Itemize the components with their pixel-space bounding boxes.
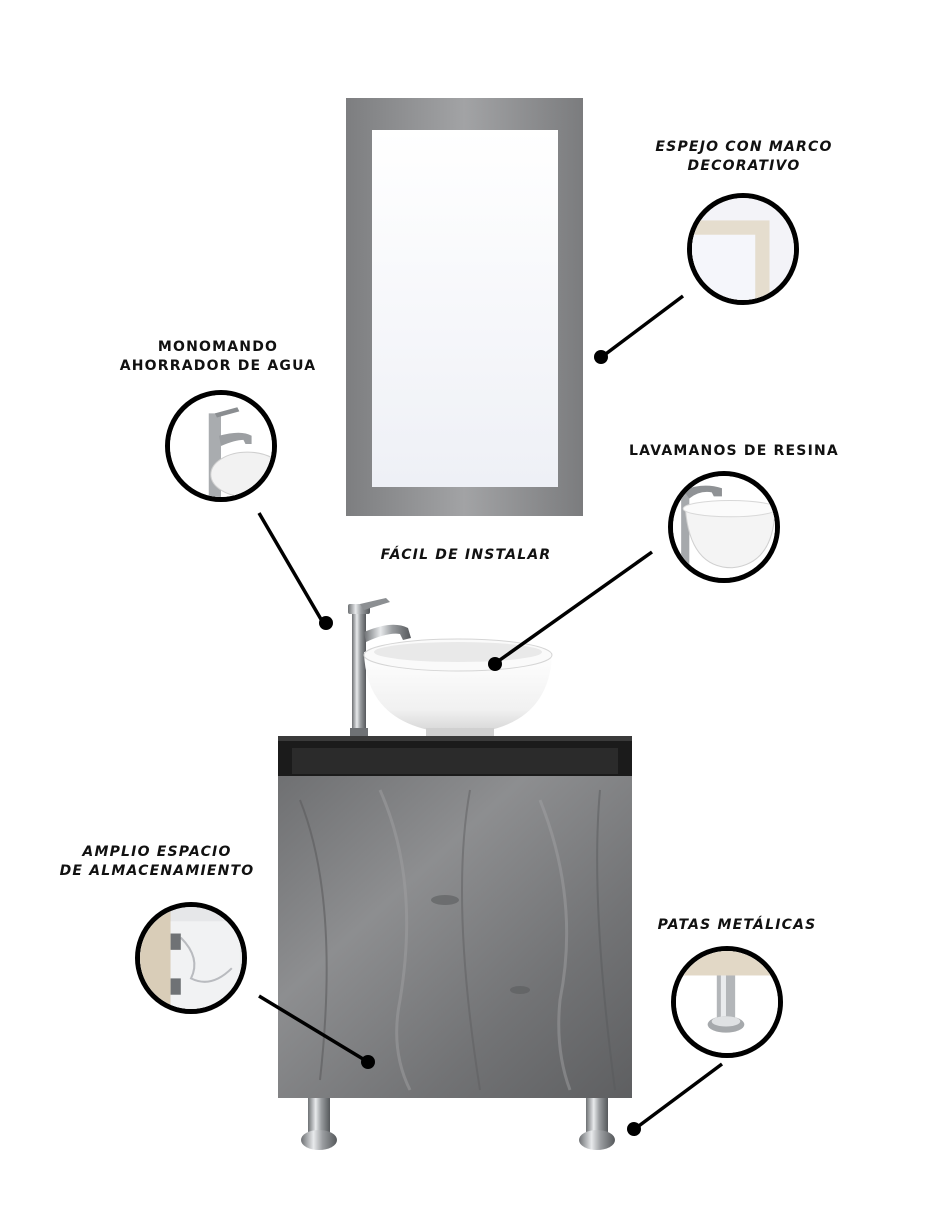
label-monomando-line2: AHORRADOR DE AGUA bbox=[119, 358, 317, 374]
label-monomando-line1: MONOMANDO bbox=[157, 339, 279, 355]
mirror-detail-icon bbox=[687, 193, 799, 305]
label-espejo-line1: ESPEJO CON MARCO bbox=[655, 139, 833, 155]
label-amplio bbox=[52, 843, 262, 881]
basin bbox=[364, 639, 552, 736]
countertop bbox=[278, 736, 632, 776]
cabinet-legs bbox=[301, 1098, 615, 1150]
label-facil-line1: FÁCIL DE INSTALAR bbox=[380, 547, 552, 563]
mirror bbox=[346, 98, 583, 516]
mirror-glass bbox=[372, 130, 558, 487]
label-facil bbox=[366, 546, 566, 565]
leg-detail-icon bbox=[671, 946, 783, 1058]
label-monomando bbox=[118, 338, 318, 376]
label-patas bbox=[647, 916, 827, 935]
label-lavamanos bbox=[626, 442, 842, 461]
label-espejo bbox=[644, 138, 844, 176]
label-patas-line1: PATAS METÁLICAS bbox=[657, 917, 817, 933]
label-espejo-line2: DECORATIVO bbox=[687, 158, 801, 174]
label-amplio-line2: DE ALMACENAMIENTO bbox=[59, 863, 255, 879]
cabinet bbox=[278, 776, 632, 1098]
sink-detail-icon bbox=[668, 471, 780, 583]
label-amplio-line1: AMPLIO ESPACIO bbox=[82, 844, 232, 860]
faucet-detail-icon bbox=[165, 390, 277, 502]
cabinet-detail-icon bbox=[135, 902, 247, 1014]
label-lavamanos-line1: LAVAMANOS DE RESINA bbox=[629, 443, 839, 459]
